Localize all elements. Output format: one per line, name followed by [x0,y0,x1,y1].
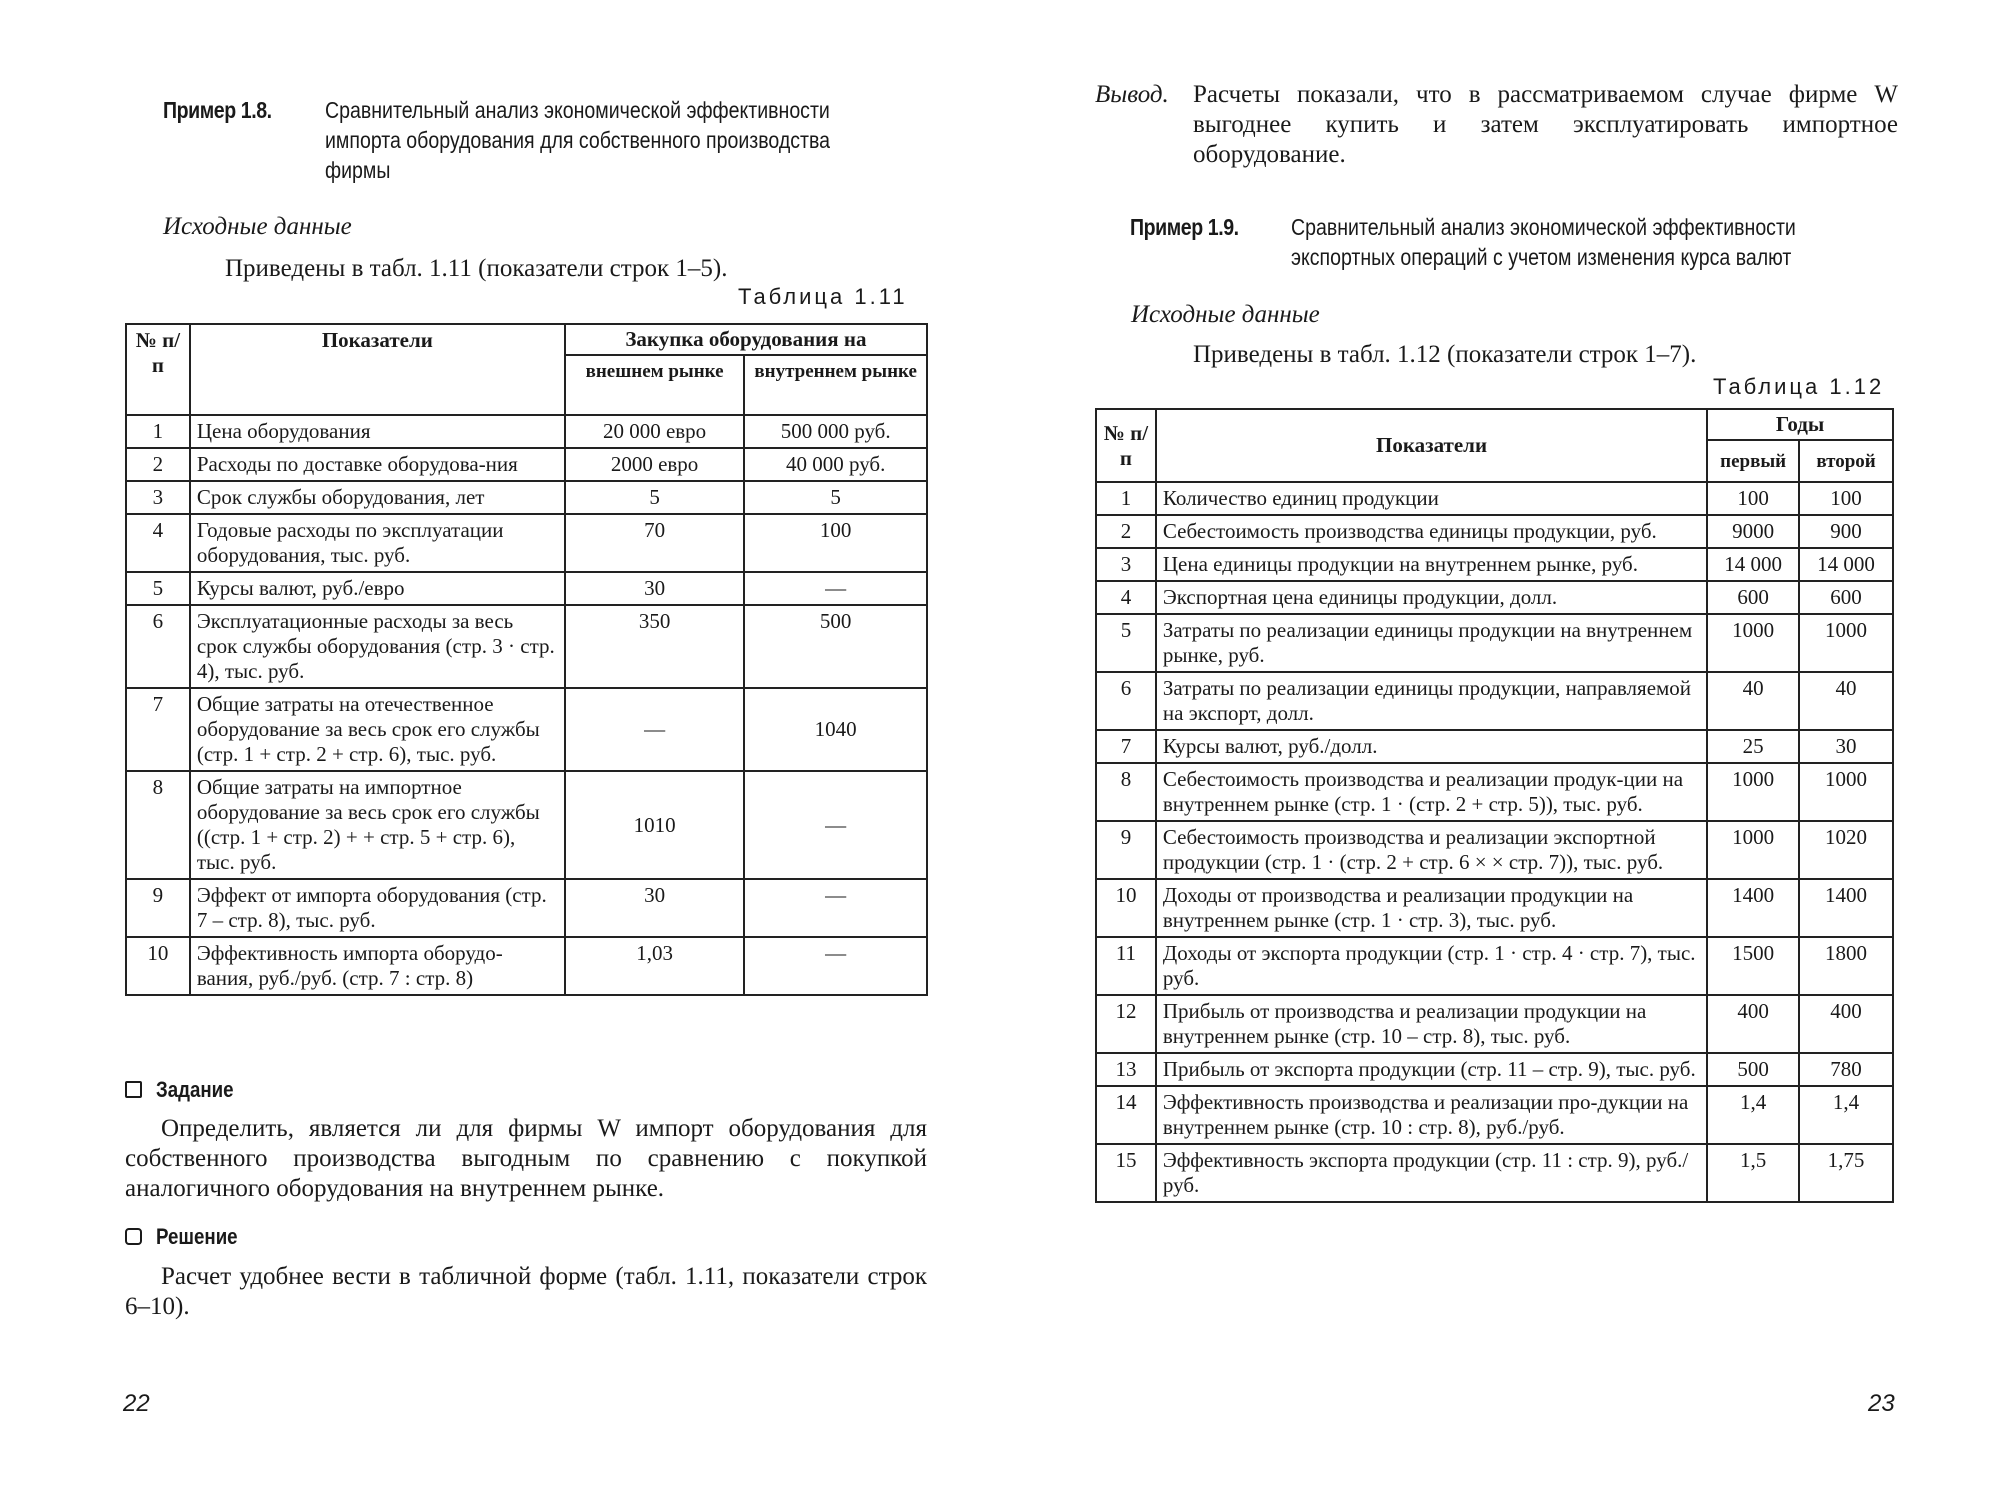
initial-data-text: Приведены в табл. 1.12 (показатели строк 1–7). [1193,341,1697,368]
row-internal: — [744,879,927,937]
table-row [126,605,927,688]
row-number: 9 [126,879,190,937]
row-external: — [565,688,745,771]
row-label: Годовые расходы по эксплуатации оборудования, тыс. руб. [190,514,565,572]
row-second: 40 [1799,672,1893,730]
row-first: 1,5 [1707,1144,1799,1202]
row-external: 1010 [565,771,745,879]
example-title [325,95,1025,185]
row-first: 400 [1707,995,1799,1053]
table-row [1096,1053,1893,1086]
row-label: Себестоимость производства и реализации продук-ции на внутреннем рынке (стр. 1 · (стр. 2 + стр. 5)), тыс. руб. [1156,763,1707,821]
row-first: 600 [1707,581,1799,614]
row-label: Доходы от экспорта продукции (стр. 1 · стр. 4 · стр. 7), тыс. руб. [1156,937,1707,995]
row-label: Прибыль от производства и реализации продукции на внутреннем рынке (стр. 10 – стр. 8), тыс. руб. [1156,995,1707,1053]
solution-heading [125,1224,252,1250]
row-number: 2 [1096,515,1156,548]
row-label: Эффект от импорта оборудования (стр. 7 – стр. 8), тыс. руб. [190,879,565,937]
row-label: Затраты по реализации единицы продукции, направляемой на экспорт, долл. [1156,672,1707,730]
header-first: первый [1707,440,1799,482]
row-internal: — [744,937,927,995]
table-row [126,514,927,572]
row-first: 1,4 [1707,1086,1799,1144]
table-caption: Таблица 1.12 [1713,374,1885,399]
row-second: 1000 [1799,763,1893,821]
example-title-line: импорта оборудования для собственного производства [325,127,831,153]
table-row [1096,879,1893,937]
example-number-text: Пример 1.9. [1130,214,1239,240]
table-row [126,572,927,605]
initial-data-text: Приведены в табл. 1.11 (показатели строк 1–5). [225,255,728,282]
checkbox-square-icon [125,1228,142,1245]
row-number: 8 [126,771,190,879]
table-row [1096,1144,1893,1202]
row-number: 7 [126,688,190,771]
row-number: 13 [1096,1053,1156,1086]
example-number [1130,212,1258,242]
task-text: Определить, является ли для фирмы W импорт оборудования для собственного производства выгодным по сравнению с покупкой аналогичного оборудования на внутреннем рынке. [125,1115,927,1202]
table-row [1096,763,1893,821]
header-group: Годы [1707,409,1893,440]
header-num: № п/п [126,324,190,415]
table-row [1096,672,1893,730]
table-1-12 [1095,408,1894,1203]
row-label: Расходы по доставке оборудова-ния [190,448,565,481]
row-second: 900 [1799,515,1893,548]
row-number: 9 [1096,821,1156,879]
row-second: 1,4 [1799,1086,1893,1144]
table-row [1096,730,1893,763]
row-internal: 40 000 руб. [744,448,927,481]
example-title [1291,212,1991,272]
table-caption: Таблица 1.11 [738,284,908,309]
solution-text: Расчет удобнее вести в табличной форме (табл. 1.11, показатели строк 6–10). [125,1263,927,1320]
row-second: 14 000 [1799,548,1893,581]
row-label: Доходы от производства и реализации продукции на внутреннем рынке (стр. 1 · стр. 3), тыс. руб. [1156,879,1707,937]
row-internal: 500 [744,605,927,688]
row-number: 4 [126,514,190,572]
header-indicator: Показатели [1156,409,1707,482]
header-second: второй [1799,440,1893,482]
row-label: Эксплуатационные расходы за весь срок службы оборудования (стр. 3 · стр. 4), тыс. руб. [190,605,565,688]
table-row [1096,515,1893,548]
row-second: 1000 [1799,614,1893,672]
header-internal: внутреннем рынке [744,355,927,415]
row-number: 11 [1096,937,1156,995]
row-number: 10 [126,937,190,995]
row-label: Количество единиц продукции [1156,482,1707,515]
row-label: Себестоимость производства и реализации экспортной продукции (стр. 1 · (стр. 2 + стр. 6 × × стр. 7)), тыс. руб. [1156,821,1707,879]
row-number: 5 [1096,614,1156,672]
row-first: 500 [1707,1053,1799,1086]
table-row [1096,1086,1893,1144]
row-first: 100 [1707,482,1799,515]
checkbox-square-icon [125,1081,142,1098]
table-1-11 [125,323,928,996]
row-second: 1020 [1799,821,1893,879]
header-indicator: Показатели [190,324,565,415]
row-internal: — [744,771,927,879]
example-title-line: фирмы [325,157,391,183]
table-row [1096,995,1893,1053]
row-first: 40 [1707,672,1799,730]
row-second: 100 [1799,482,1893,515]
page-number: 22 [123,1390,150,1417]
row-label: Срок службы оборудования, лет [190,481,565,514]
conclusion-text: Расчеты показали, что в рассматриваемом случае фирме W выгоднее купить и затем эксплуатировать импортное оборудование. [1193,81,1898,168]
row-number: 1 [126,415,190,448]
row-second: 1,75 [1799,1144,1893,1202]
table-row [1096,581,1893,614]
table-row [1096,482,1893,515]
row-label: Общие затраты на отечественное оборудование за весь срок его службы (стр. 1 + стр. 2 + стр. 6), тыс. руб. [190,688,565,771]
row-second: 780 [1799,1053,1893,1086]
row-number: 10 [1096,879,1156,937]
page-number: 23 [1868,1390,1895,1417]
row-number: 8 [1096,763,1156,821]
row-first: 1000 [1707,763,1799,821]
task-heading [125,1077,247,1103]
table-row [1096,548,1893,581]
row-first: 1000 [1707,821,1799,879]
row-number: 3 [1096,548,1156,581]
row-label: Курсы валют, руб./долл. [1156,730,1707,763]
table-row [126,937,927,995]
row-number: 6 [126,605,190,688]
solution-heading-text: Решение [156,1224,238,1249]
row-external: 350 [565,605,745,688]
header-num: № п/п [1096,409,1156,482]
row-label: Эффективность производства и реализации про-дукции на внутреннем рынке (стр. 10 : стр. 8), руб./руб. [1156,1086,1707,1144]
header-group: Закупка оборудования на [565,324,927,355]
table-row [126,771,927,879]
row-label: Эффективность импорта оборудо-вания, руб./руб. (стр. 7 : стр. 8) [190,937,565,995]
row-label: Общие затраты на импортное оборудование за весь срок его службы ((стр. 1 + стр. 2) + + стр. 5 + стр. 6), тыс. руб. [190,771,565,879]
row-external: 5 [565,481,745,514]
conclusion-label: Вывод. [1095,81,1169,108]
row-internal: 500 000 руб. [744,415,927,448]
initial-data-heading: Исходные данные [1131,301,1320,328]
row-second: 400 [1799,995,1893,1053]
row-external: 30 [565,879,745,937]
row-first: 9000 [1707,515,1799,548]
row-first: 25 [1707,730,1799,763]
example-title-line: Сравнительный анализ экономической эффективности [1291,214,1796,240]
row-number: 4 [1096,581,1156,614]
table-row [126,415,927,448]
row-number: 2 [126,448,190,481]
row-external: 1,03 [565,937,745,995]
table-row [126,481,927,514]
row-number: 7 [1096,730,1156,763]
row-internal: 5 [744,481,927,514]
header-external: внешнем рынке [565,355,745,415]
row-second: 600 [1799,581,1893,614]
row-number: 14 [1096,1086,1156,1144]
row-internal: 1040 [744,688,927,771]
table-row [126,448,927,481]
row-label: Себестоимость производства единицы продукции, руб. [1156,515,1707,548]
example-title-line: экспортных операций с учетом изменения курса валют [1291,244,1792,270]
row-second: 1400 [1799,879,1893,937]
row-number: 15 [1096,1144,1156,1202]
row-second: 30 [1799,730,1893,763]
row-label: Прибыль от экспорта продукции (стр. 11 – стр. 9), тыс. руб. [1156,1053,1707,1086]
initial-data-heading: Исходные данные [163,213,352,240]
row-number: 5 [126,572,190,605]
row-second: 1800 [1799,937,1893,995]
table-row [1096,937,1893,995]
row-internal: — [744,572,927,605]
table-row [1096,821,1893,879]
row-label: Цена единицы продукции на внутреннем рынке, руб. [1156,548,1707,581]
row-label: Экспортная цена единицы продукции, долл. [1156,581,1707,614]
row-label: Курсы валют, руб./евро [190,572,565,605]
table-row [1096,614,1893,672]
row-internal: 100 [744,514,927,572]
task-heading-text: Задание [156,1077,234,1102]
row-external: 20 000 евро [565,415,745,448]
row-number: 6 [1096,672,1156,730]
row-number: 12 [1096,995,1156,1053]
row-number: 1 [1096,482,1156,515]
row-external: 30 [565,572,745,605]
row-external: 2000 евро [565,448,745,481]
example-title-line: Сравнительный анализ экономической эффективности [325,97,830,123]
row-label: Затраты по реализации единицы продукции на внутреннем рынке, руб. [1156,614,1707,672]
row-first: 1000 [1707,614,1799,672]
row-label: Эффективность экспорта продукции (стр. 11 : стр. 9), руб./руб. [1156,1144,1707,1202]
row-external: 70 [565,514,745,572]
row-label: Цена оборудования [190,415,565,448]
row-number: 3 [126,481,190,514]
example-number [163,95,291,125]
row-first: 1400 [1707,879,1799,937]
row-first: 14 000 [1707,548,1799,581]
row-first: 1500 [1707,937,1799,995]
example-number-text: Пример 1.8. [163,97,272,123]
table-row [126,688,927,771]
table-row [126,879,927,937]
